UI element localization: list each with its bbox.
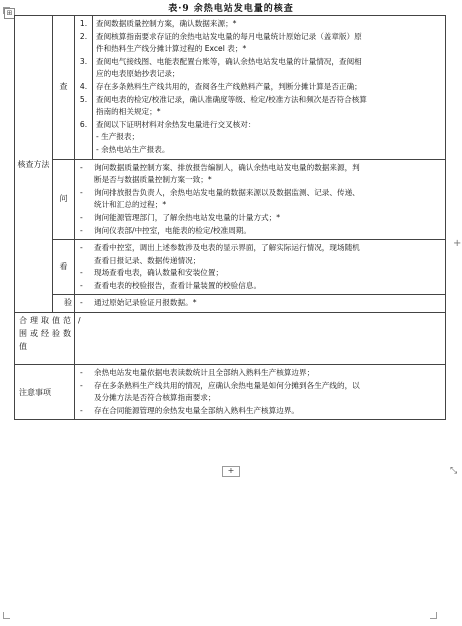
wen-list-item <box>78 212 441 225</box>
cha-label-cell <box>53 16 75 160</box>
method-cell <box>15 16 53 313</box>
cha-item-line: 件和热料生产线分摊计算过程的 Excel 表；* <box>96 44 247 54</box>
kan-list-item <box>78 242 441 267</box>
notes-item-line: - 存在多条熟料生产线共用的情况，应确认余热电量是如何分摊到各生产线的，以 <box>94 380 360 390</box>
cha-item-number: 3. <box>79 56 88 66</box>
wen-list-item <box>78 225 441 238</box>
notes-label-cell <box>15 365 75 420</box>
page-corner-mark-bottom-left <box>3 612 10 619</box>
table-row-wen <box>15 159 446 240</box>
wen-item-line: - 询问能源管理部门，了解余热电站发电量的计量方式；* <box>94 212 281 222</box>
yan-label: 验 <box>64 298 72 308</box>
page-corner-mark-top-left <box>3 7 10 14</box>
wen-item-line: 断是否与数据质量控制方案一致；* <box>94 175 212 185</box>
wen-item-line: - 询问仪表部/中控室，电能表的检定/校准周期。 <box>94 225 251 235</box>
cha-item-number <box>75 106 92 119</box>
cha-number-column <box>75 16 93 160</box>
table-resize-icon[interactable]: ⤡ <box>450 466 458 476</box>
kan-list-item <box>78 280 441 293</box>
notes-list-item <box>78 367 441 380</box>
notes-list-item <box>78 405 441 418</box>
cha-item-line: - 余热电站生产报表。 <box>96 144 170 154</box>
yan-items-cell <box>75 295 446 313</box>
page-corner-mark-bottom-right <box>430 612 437 619</box>
cha-item-line: 查阅以下证明材料对余热发电量进行交叉核对： <box>96 119 256 129</box>
cha-item-line: 查阅核算指南要求存证的余热电站发电量的每月电量统计原始记录（盖章版）原 <box>96 31 362 41</box>
yan-list-item <box>78 297 441 310</box>
notes-label: 注意事项 <box>19 387 51 397</box>
cha-item-line: 指南的相关规定；* <box>96 107 161 117</box>
kan-item-line: - 查看电表的校验报告，查看计量装置的校验信息。 <box>94 280 262 290</box>
kan-label-cell <box>53 240 75 295</box>
wen-item-line: - 询问排放报告负责人，余热电站发电量的数据来源以及数据监测、记录、传递、 <box>94 187 360 197</box>
reasonable-label-cell <box>15 313 75 365</box>
cha-item-number <box>75 144 92 157</box>
cha-items-cell <box>93 16 446 160</box>
table-row-notes <box>15 365 446 420</box>
wen-list-item <box>78 187 441 212</box>
cha-item-number <box>75 131 92 144</box>
reasonable-label: 合理取值范围或经验数值 <box>19 316 74 352</box>
wen-label: 问 <box>59 194 68 204</box>
cha-item-line: 应的电表原始抄表记录； <box>96 69 180 79</box>
table-row-kan <box>15 240 446 295</box>
reasonable-value: / <box>78 316 81 326</box>
table-row-yan <box>15 295 446 313</box>
kan-label: 看 <box>59 261 68 271</box>
notes-item-line: 及分摊方法是否符合核算指南要求； <box>94 393 216 403</box>
wen-label-cell <box>53 159 75 240</box>
table-row-reasonable <box>15 313 446 365</box>
method-label: 核查方法 <box>17 159 50 169</box>
notes-list-item <box>78 380 441 405</box>
table-title: 表·9 余热电站发电量的核查 <box>168 4 294 14</box>
table-move-icon[interactable]: ⊞ <box>4 8 15 19</box>
cha-item-number: 2. <box>79 31 88 41</box>
wen-items-cell <box>75 159 446 240</box>
wen-list-item <box>78 162 441 187</box>
add-row-handle[interactable]: + <box>222 466 240 477</box>
cha-item-number: 4. <box>79 81 88 91</box>
notes-item-line: - 余热电站发电量依据电表读数统计且全部纳入熟料生产核算边界； <box>94 368 315 378</box>
cha-item-line: 存在多条熟料生产线共用的，查阅各生产线熟料产量，判断分摊计算是否正确； <box>96 81 362 91</box>
notes-items-cell <box>75 365 446 420</box>
wen-item-line: 统计和汇总的过程；* <box>94 200 167 210</box>
cha-item-line: 查阅电表的检定/校准记录，确认准确度等级、检定/校准方法和频次是否符合核算 <box>96 94 367 104</box>
kan-item-line: 查看日报记录、数据传递情况； <box>94 255 201 265</box>
cha-item-number <box>75 68 92 81</box>
wen-item-line: - 询问数据质量控制方案、排放报告编制人，确认余热电站发电量的数据来源，判 <box>94 162 360 172</box>
verification-table <box>14 15 446 420</box>
cha-item-line: 查阅电气接线图、电能表配置台账等，确认余热电站发电量的计量情况，查阅相 <box>96 56 362 66</box>
cha-item-line: - 生产报表； <box>96 132 140 142</box>
cha-item-number: 6. <box>79 119 88 129</box>
cha-label: 查 <box>59 81 68 91</box>
kan-items-cell <box>75 240 446 295</box>
cha-item-number <box>75 43 92 56</box>
reasonable-value-cell <box>75 313 446 365</box>
table-row-cha <box>15 16 446 160</box>
kan-list-item <box>78 267 441 280</box>
cha-item-line: 查阅数据质量控制方案，确认数据来源；* <box>96 19 237 28</box>
yan-item-line: - 通过原始记录验证月报数据。* <box>94 298 197 308</box>
cha-item-number: 1. <box>79 19 88 28</box>
kan-item-line: - 查看中控室，调出上述参数涉及电表的显示界面，了解实际运行情况，现场随机 <box>94 243 360 253</box>
notes-item-line: - 存在合同能源管理的余热发电量全部纳入熟料生产核算边界。 <box>94 405 300 415</box>
kan-item-line: - 现场查看电表，确认数量和安装位置； <box>94 268 224 278</box>
cha-item-number: 5. <box>79 94 88 104</box>
yan-label-cell <box>53 295 75 313</box>
add-column-plus-icon[interactable]: + <box>453 238 462 249</box>
